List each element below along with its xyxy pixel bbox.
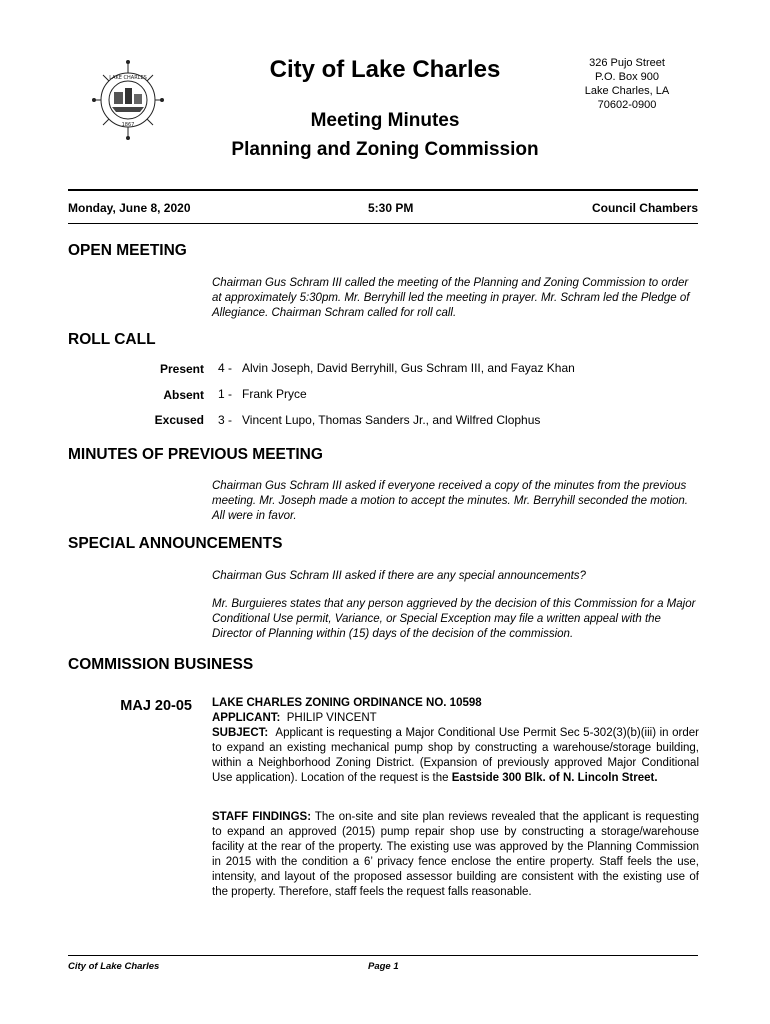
- meeting-date: Monday, June 8, 2020: [68, 201, 191, 215]
- case-details: [212, 696, 699, 786]
- city-seal-logo: [92, 60, 164, 146]
- meta-divider: [68, 223, 698, 224]
- meeting-location: Council Chambers: [591, 201, 698, 215]
- address-line: P.O. Box 900: [594, 71, 659, 83]
- roll-count-absent: 1 -: [218, 387, 233, 401]
- section-heading-minutes: MINUTES OF PREVIOUS MEETING: [68, 446, 323, 463]
- address-line: Lake Charles, LA: [584, 85, 670, 97]
- announcements-question: Chairman Gus Schram III asked if there are any special announcements?: [212, 570, 586, 582]
- roll-names-excused: Vincent Lupo, Thomas Sanders Jr., and Wilfred Clophus: [242, 413, 541, 427]
- org-title: City of Lake Charles: [269, 56, 501, 83]
- applicant-line: APPLICANT: PHILIP VINCENT: [212, 712, 377, 724]
- roll-count-present: 4 -: [218, 361, 233, 375]
- document-title: Meeting Minutes: [310, 110, 460, 131]
- roll-label-present: Present: [159, 362, 204, 376]
- footer-org-name: City of Lake Charles: [68, 961, 160, 972]
- case-number: MAJ 20-05: [120, 698, 192, 714]
- section-heading-commission-business: COMMISSION BUSINESS: [68, 656, 254, 673]
- mailing-address: [572, 56, 682, 112]
- footer-divider: [68, 955, 698, 956]
- subject-paragraph: SUBJECT: Applicant is requesting a Major Conditional Use Permit Sec 5-302(3)(b)(iii) in order to expand an existing mechanical pump shop by constructing a warehouse/storage building, within a Neighborhood Zoning District. (Expansion of previously approved Major Conditional Use application). Location of the request is the Eastside 300 Blk. of N. Lincoln Street.: [212, 727, 699, 784]
- svg-text:LAKE CHARLES: LAKE CHARLES: [109, 75, 147, 81]
- roll-names-absent: Frank Pryce: [242, 387, 307, 401]
- appeal-statement: Mr. Burguieres states that any person aggrieved by the decision of this Commission for a Major Conditional Use permit, Variance, or Special Exception may file a written appeal with the Director of Planning within (15) days of the decision of the commission.: [212, 598, 696, 640]
- roll-label-excused: Excused: [154, 413, 204, 427]
- minutes-text: Chairman Gus Schram III asked if everyone received a copy of the minutes from the previous meeting. Mr. Joseph made a motion to accept the minutes. Mr. Berryhill seconded the motion. All were in favor.: [212, 480, 688, 522]
- section-heading-roll-call: ROLL CALL: [68, 331, 156, 348]
- roll-label-absent: Absent: [163, 388, 204, 402]
- ordinance-number: LAKE CHARLES ZONING ORDINANCE NO. 10598: [212, 697, 482, 709]
- section-heading-announcements: SPECIAL ANNOUNCEMENTS: [68, 535, 283, 552]
- roll-count-excused: 3 -: [218, 413, 233, 427]
- roll-names-present: Alvin Joseph, David Berryhill, Gus Schram III, and Fayaz Khan: [242, 361, 575, 375]
- staff-findings-paragraph: STAFF FINDINGS: The on-site and site plan reviews revealed that the applicant is requesting to expand an approved (2015) pump repair shop use by constructing a storage/warehouse facility at the rear of the property. The existing use was approved by the Planning Commission in 2015 with the condition a 6’ privacy fence enclose the entire property. Staff feels the use, intensity, and layout of the proposed assessor building are consistent with the existing use of the property. Therefore, staff feels the request falls reasonable.: [212, 811, 699, 898]
- meeting-time: 5:30 PM: [368, 201, 414, 215]
- section-heading-open-meeting: OPEN MEETING: [68, 242, 187, 259]
- open-meeting-text: Chairman Gus Schram III called the meeting of the Planning and Zoning Commission to order at approximately 5:30pm. Mr. Berryhill led the meeting in prayer. Mr. Schram led the Pledge of Allegiance. Chairman Schram called for roll call.: [212, 277, 690, 319]
- address-line: 70602-0900: [597, 99, 657, 111]
- svg-text:1867: 1867: [121, 122, 135, 128]
- header-divider: [68, 189, 698, 191]
- commission-name: Planning and Zoning Commission: [231, 139, 539, 160]
- address-line: 326 Pujo Street: [589, 57, 665, 69]
- page-number: Page 1: [368, 961, 399, 972]
